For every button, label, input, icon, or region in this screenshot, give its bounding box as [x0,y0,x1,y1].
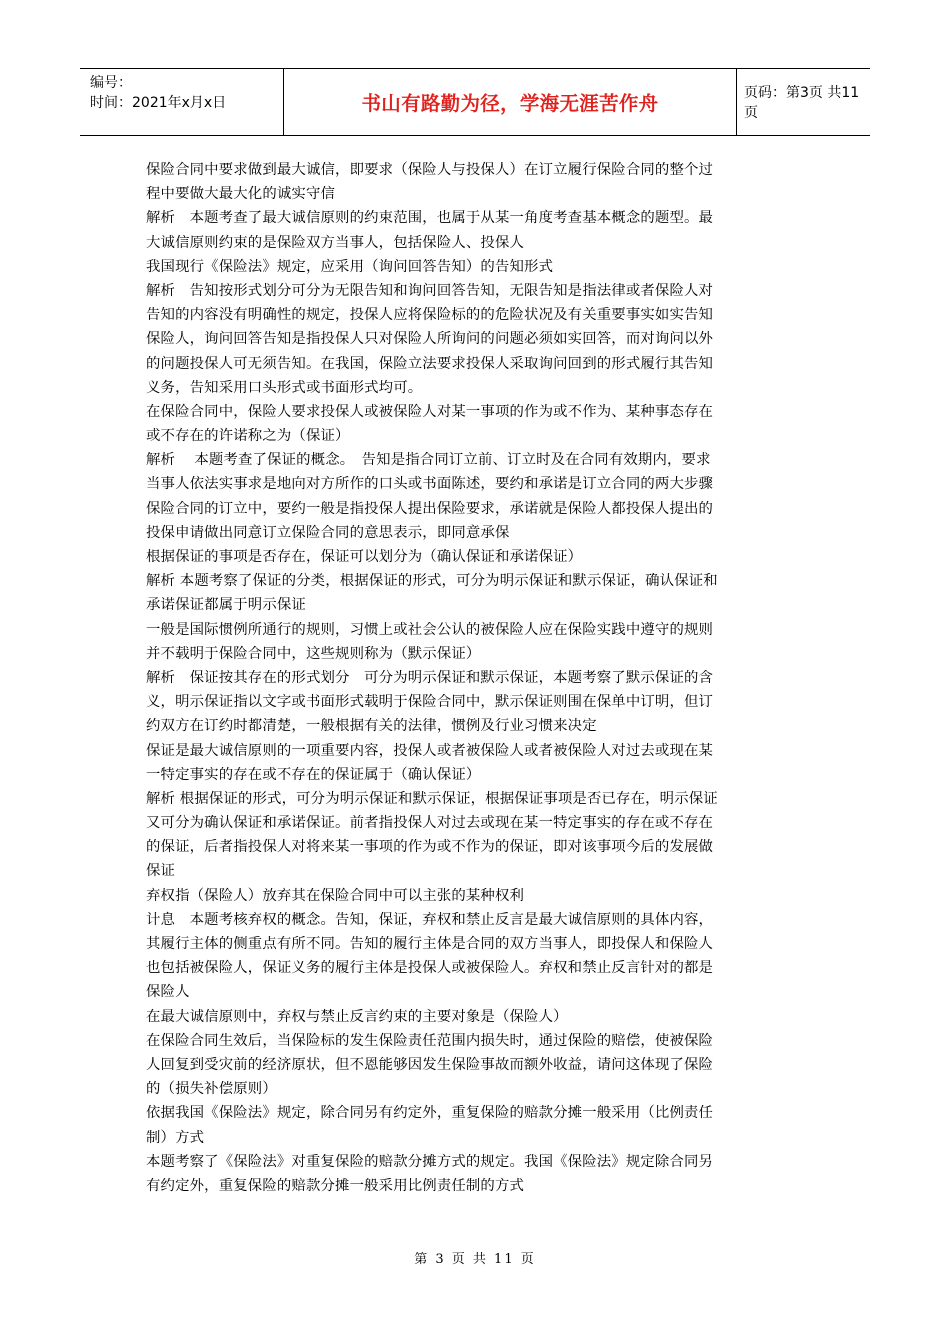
text-line: 解析 本题考查了保证的概念。 告知是指合同订立前、订立时及在合同有效期内，要求 [146,452,711,469]
text-line: 有约定外，重复保险的赔款分摊一般采用比例责任制的方式 [146,1177,525,1194]
text-line: 约双方在订约时都清楚，一般根据有关的法律，惯例及行业习惯来决定 [146,718,597,735]
text-line: 制）方式 [146,1129,205,1146]
text-line: 也包括被保险人，保证义务的履行主体是投保人或被保险人。弃权和禁止反言针对的都是 [146,960,714,977]
footer-page-number: 第 3 页 共 11 页 [414,1252,536,1267]
document-body [146,158,816,1198]
document-number-label: 编号： [90,75,132,91]
text-line: 我国现行《保险法》规定，应采用（询问回答告知）的告知形式 [146,258,554,275]
text-line: 投保申请做出同意订立保险合同的意思表示，即同意承保 [146,524,510,541]
text-line: 当事人依法实事求是地向对方所作的口头或书面陈述，要约和承诺是订立合同的两大步骤 [146,476,714,493]
text-line: 解析 本题考查了最大诚信原则的约束范围，也属于从某一角度考查基本概念的题型。最 [146,210,714,227]
text-line: 本题考察了《保险法》对重复保险的赔款分摊方式的规定。我国《保险法》规定除合同另 [146,1153,714,1170]
text-line: 保险合同的订立中，要约一般是指投保人提出保险要求，承诺就是保险人都投保人提出的 [146,500,714,517]
text-line: 人回复到受灾前的经济原状，但不恩能够因发生保险事故而额外收益，请问这体现了保险 [146,1056,714,1073]
text-line: 计息 本题考核弃权的概念。告知，保证，弃权和禁止反言是最大诚信原则的具体内容， [146,911,714,928]
header-page-code-text: 页码：第3页 共11页 [744,85,860,121]
text-line: 大诚信原则约束的是保险双方当事人，包括保险人、投保人 [146,234,525,251]
text-line: 的保证，后者指投保人对将来某一事项的作为或不作为的保证，即对该事项今后的发展做 [146,839,714,856]
header-meta [90,73,226,113]
text-line: 解析 本题考察了保证的分类，根据保证的形式，可分为明示保证和默示保证，确认保证和 [146,573,718,590]
text-line: 在保险合同中，保险人要求投保人或被保险人对某一事项的作为或不作为、某种事态存在 [146,403,714,420]
text-line: 保证 [146,863,176,880]
text-line: 依据我国《保险法》规定，除合同另有约定外，重复保险的赔款分摊一般采用（比例责任 [146,1105,714,1122]
page-footer [0,1248,950,1267]
text-line: 又可分为确认保证和承诺保证。前者指投保人对过去或现在某一特定事实的存在或不存在 [146,815,714,832]
text-line: 解析 根据保证的形式，可分为明示保证和默示保证，根据保证事项是否已存在，明示保证 [146,790,718,807]
text-line: 义务，告知采用口头形式或书面形式均可。 [146,379,423,396]
text-line: 一特定事实的存在或不存在的保证属于（确认保证） [146,766,481,783]
page-header [80,68,870,136]
text-line: 一般是国际惯例所通行的规则，习惯上或社会公认的被保险人应在保险实践中遵守的规则 [146,621,714,638]
text-line: 保险人 [146,984,190,1001]
text-line: 根据保证的事项是否存在，保证可以划分为（确认保证和承诺保证） [146,549,583,565]
text-line: 的（损失补偿原则） [146,1081,277,1098]
text-line: 保险人，询问回答告知是指投保人只对保险人所询问的问题必须如实回答，而对询问以外 [146,331,714,348]
text-line: 并不载明于保险合同中，这些规则称为（默示保证） [146,645,481,662]
header-page-code [744,69,870,135]
text-line: 其履行主体的侧重点有所不同。告知的履行主体是合同的双方当事人，即投保人和保险人 [146,936,714,952]
text-line: 程中要做大最大化的诚实守信 [146,186,336,203]
header-motto: 书山有路勤为径，学海无涯苦作舟 [361,92,659,115]
text-line: 义，明示保证指以文字或书面形式载明于保险合同中，默示保证则围在保单中订明，但订 [146,694,714,711]
text-line: 承诺保证都属于明示保证 [146,597,306,614]
text-line: 在最大诚信原则中，弃权与禁止反言约束的主要对象是（保险人） [146,1008,568,1025]
document-date-label: 时间：2021年x月x日 [90,95,227,111]
text-line: 解析 告知按形式划分可分为无限告知和询问回答告知，无限告知是指法律或者保险人对 [146,282,714,299]
text-line: 或不存在的许诺称之为（保证） [146,428,350,445]
text-line: 弃权指（保险人）放弃其在保险合同中可以主张的某种权利 [146,887,525,904]
text-line: 在保险合同生效后，当保险标的发生保险责任范围内损失时，通过保险的赔偿，使被保险 [146,1032,714,1049]
text-line: 解析 保证按其存在的形式划分 可分为明示保证和默示保证，本题考察了默示保证的含 [146,669,714,686]
text-line: 的问题投保人可无须告知。在我国，保险立法要求投保人采取询问回到的形式履行其告知 [146,355,714,372]
text-line: 保险合同中要求做到最大诚信，即要求（保险人与投保人）在订立履行保险合同的整个过 [146,162,714,178]
text-line: 保证是最大诚信原则的一项重要内容，投保人或者被保险人或者被保险人对过去或现在某 [146,742,714,759]
text-line: 告知的内容没有明确性的规定，投保人应将保险标的的危险状况及有关重要事实如实告知 [146,307,714,324]
header-motto-cell [283,69,737,135]
